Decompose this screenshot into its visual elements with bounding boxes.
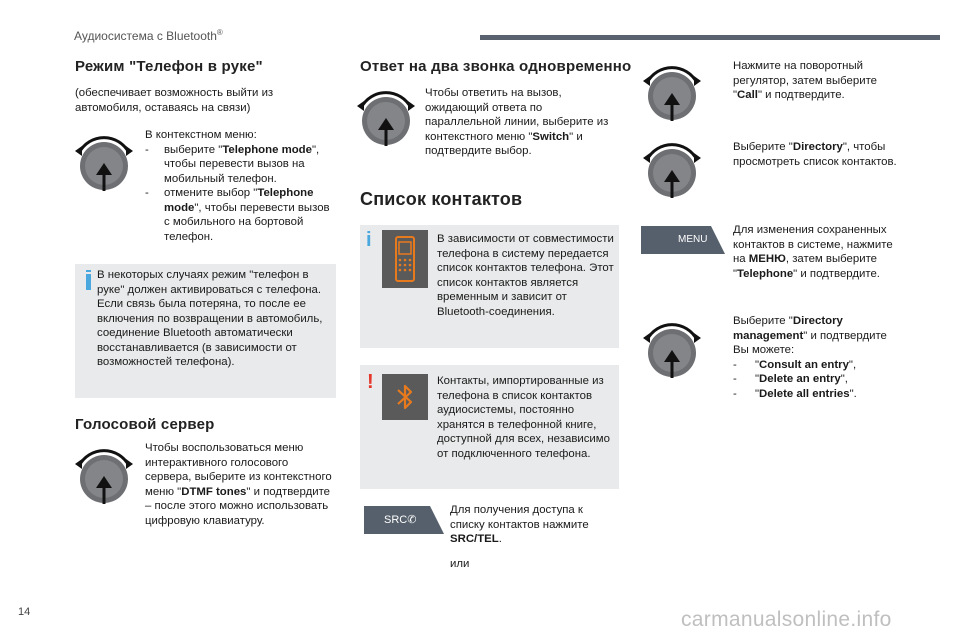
rotary-knob-icon: [73, 446, 135, 508]
directory-step-text: Выберите "Directory", чтобы просмотреть список контактов.: [733, 141, 897, 168]
bluetooth-icon: [382, 374, 428, 420]
context-menu-steps: В контекстном меню: - выберите "Telephone mode", чтобы перевести вызов на мобильный телефон. - отмените выбор "Telephone mode", чтобы перевести вызов с мобильного на бортовой телефон.: [145, 129, 330, 243]
rotary-knob-icon: [641, 320, 703, 382]
header-bar: [480, 35, 940, 40]
info-hand-mode-text: В некоторых случаях режим "телефон в руке" должен активироваться с телефона. Если связь была потеряна, то после ее включения по возвращении в автомобиль, соединение Bluetooth автоматически восстанавливается (в зависимости от возможностей телефона).: [97, 269, 323, 368]
hand-mode-intro: (обеспечивает возможность выйти из автомобиля, оставаясь на связи): [75, 87, 274, 114]
section-title-contacts: Список контактов: [360, 189, 523, 209]
directory-option: - "Delete an entry",: [733, 373, 848, 385]
info-bar: [86, 274, 91, 290]
menu-button: [641, 226, 725, 254]
menu-step-text: Для изменения сохраненных контактов в системе, нажмите на МЕНЮ, затем выберите "Telephone" и подтвердите.: [733, 224, 893, 280]
src-tel-text: Для получения доступа к списку контактов нажмите SRC/TEL.: [450, 504, 589, 545]
or-label: или: [450, 558, 470, 570]
section-title-voice-server: Голосовой сервер: [75, 416, 215, 433]
info-mark: i: [366, 229, 372, 251]
directory-option: - "Delete all entries".: [733, 387, 857, 400]
src-label: SRC: [384, 514, 408, 526]
rotary-knob-icon: [73, 133, 135, 195]
directory-management-text: Выберите "Directory management" и подтвердите Вы можете: - "Consult an entry", - "Delete an entry", - "Delete all entries".: [733, 314, 908, 401]
phone-icon: ✆: [407, 514, 417, 526]
voice-server-text: Чтобы воспользоваться меню интерактивного голосового сервера, выберите из контекстного меню "DTMF tones" и подтвердите – после этого можно использовать цифровую клавиатуру.: [145, 442, 332, 527]
rotary-knob-icon: [355, 88, 417, 150]
two-calls-text: Чтобы ответить на вызов, ожидающий ответа по параллельной линии, выберите из контекстного меню "Switch" и подтвердите выбор.: [425, 87, 609, 157]
directory-option: - "Consult an entry",: [733, 358, 857, 371]
page-number: 14: [18, 606, 31, 618]
rotary-knob-icon: [641, 63, 703, 125]
info-contacts-text: В зависимости от совместимости телефона в систему передается список контактов телефона. Этот список контактов является временным и зависит от Bluetooth-соединения.: [437, 233, 614, 318]
rotary-knob-icon: [641, 140, 703, 202]
watermark: carmanualsonline.info: [681, 608, 892, 631]
call-step-text: Нажмите на поворотный регулятор, затем выберите "Call" и подтвердите.: [733, 60, 877, 101]
page-header: Аудиосистема с Bluetooth®: [74, 28, 223, 43]
mobile-phone-icon: [382, 230, 428, 288]
src-tel-button: [364, 506, 444, 534]
warning-mark: !: [367, 371, 374, 393]
menu-label: MENU: [678, 234, 708, 245]
section-title-two-calls: Ответ на два звонка одновременно: [360, 58, 632, 75]
section-title-hand-mode: Режим "Телефон в руке": [75, 58, 263, 75]
warning-contacts-text: Контакты, импортированные из телефона в список контактов аудиосистемы, постоянно хранятся в телефонной книге, доступной для всех, независимо от подключенного телефона.: [437, 375, 610, 460]
